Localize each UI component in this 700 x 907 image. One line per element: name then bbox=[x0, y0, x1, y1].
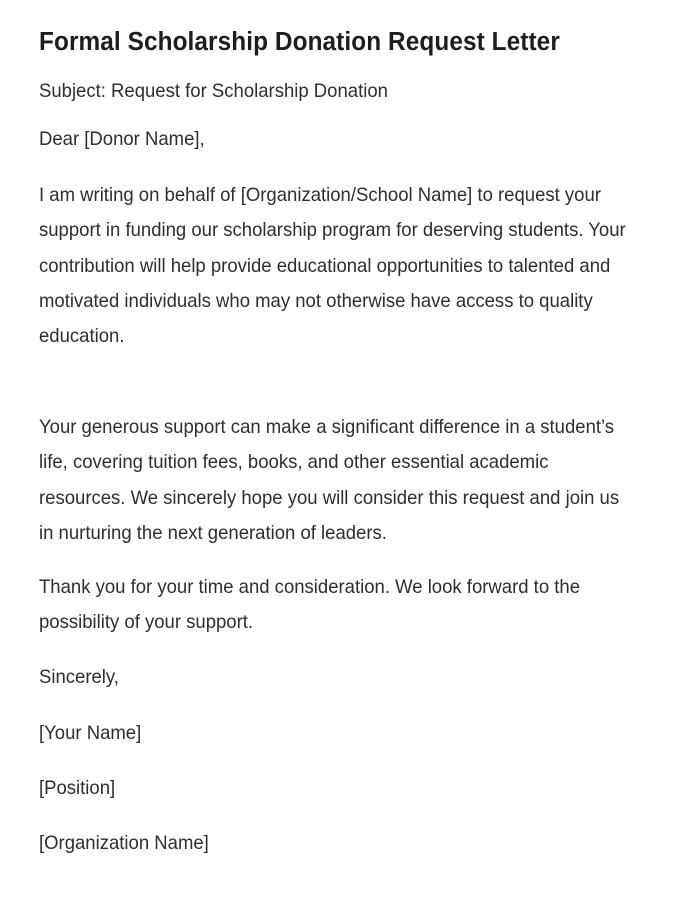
signature-name: [Your Name] bbox=[39, 723, 142, 744]
salutation: Dear [Donor Name], bbox=[39, 129, 205, 150]
body-paragraph-2: Your generous support can make a significant difference in a student’s life, covering tuition fees, books, and other essential academic resources. We sincerely hope you will consider this request and join us in nurturing the next generation of leaders. bbox=[39, 417, 620, 544]
subject-line: Subject: Request for Scholarship Donation bbox=[39, 81, 388, 102]
page-title: Formal Scholarship Donation Request Letter bbox=[39, 28, 560, 56]
signature-organization: [Organization Name] bbox=[39, 833, 209, 854]
body-paragraph-1: I am writing on behalf of [Organization/School Name] to request your support in funding our scholarship program for deserving students. Your contribution will help provide educational opportunities to talented and motivated individuals who may not otherwise have access to quality education. bbox=[39, 185, 626, 348]
closing-line: Sincerely, bbox=[39, 667, 119, 688]
signature-position: [Position] bbox=[39, 778, 116, 799]
body-paragraph-3: Thank you for your time and consideration. We look forward to the possibility of your support. bbox=[39, 577, 581, 634]
